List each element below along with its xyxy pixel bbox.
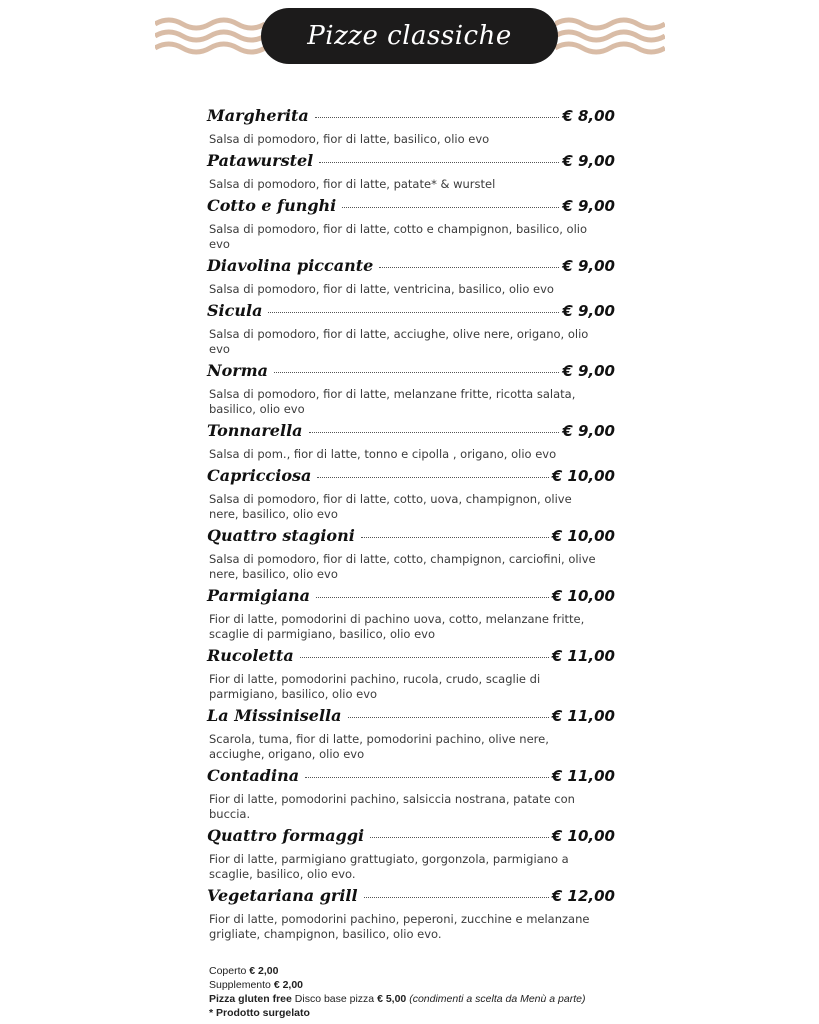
item-description: Salsa di pomodoro, fior di latte, cotto, champignon, carciofini, olive nere, basilico, olio evo	[209, 552, 596, 581]
item-price: € 11,00	[551, 707, 615, 725]
gluten-free-line	[209, 992, 585, 1006]
item-name: Parmigiana	[207, 586, 311, 605]
section-title-pill	[261, 8, 558, 64]
dot-leader	[305, 776, 549, 778]
item-price: € 8,00	[562, 107, 615, 125]
item-price: € 9,00	[562, 257, 615, 275]
item-name: La Missinisella	[207, 706, 342, 725]
item-price: € 11,00	[551, 767, 615, 785]
item-price: € 10,00	[551, 587, 615, 605]
item-description: Salsa di pomodoro, fior di latte, patate* & wurstel	[209, 177, 496, 191]
item-description: Salsa di pomodoro, fior di latte, cotto e champignon, basilico, olio evo	[209, 222, 588, 251]
item-description: Fior di latte, parmigiano grattugiato, gorgonzola, parmigiano a scaglie, basilico, olio evo.	[209, 852, 569, 881]
item-description: Salsa di pomodoro, fior di latte, basilico, olio evo	[209, 132, 490, 146]
item-price: € 9,00	[562, 152, 615, 170]
item-name: Vegetariana grill	[207, 886, 358, 905]
item-price: € 11,00	[551, 647, 615, 665]
dot-leader	[370, 836, 549, 838]
menu-item	[207, 526, 615, 582]
item-description: Salsa di pom., fior di latte, tonno e cipolla , origano, olio evo	[209, 447, 557, 461]
dot-leader	[361, 536, 549, 538]
item-name: Quattro stagioni	[207, 526, 355, 545]
dot-leader	[309, 431, 560, 433]
dot-leader	[317, 476, 548, 478]
item-description: Fior di latte, pomodorini di pachino uova, cotto, melanzane fritte, scaglie di parmigiano, basilico, olio evo	[209, 612, 585, 641]
gluten-free-note: (condimenti a scelta da Menù a parte)	[409, 993, 586, 1005]
gluten-free-label: Pizza gluten free	[209, 993, 292, 1005]
menu-item	[207, 151, 615, 192]
dot-leader	[300, 656, 549, 658]
item-price: € 12,00	[551, 887, 615, 905]
item-description: Fior di latte, pomodorini pachino, salsiccia nostrana, patate con buccia.	[209, 792, 575, 821]
menu-item	[207, 886, 615, 942]
dot-leader	[342, 206, 559, 208]
item-price: € 9,00	[562, 197, 615, 215]
dot-leader	[348, 716, 549, 718]
menu-item	[207, 646, 615, 702]
menu-item	[207, 256, 615, 297]
coperto-price: € 2,00	[249, 965, 279, 977]
item-price: € 9,00	[562, 302, 615, 320]
item-name: Tonnarella	[207, 421, 303, 440]
item-description: Fior di latte, pomodorini pachino, rucola, crudo, scaglie di parmigiano, basilico, olio evo	[209, 672, 541, 701]
coperto-line	[209, 964, 585, 978]
item-price: € 9,00	[562, 422, 615, 440]
item-price: € 10,00	[551, 527, 615, 545]
dot-leader	[315, 116, 560, 118]
dot-leader	[364, 896, 549, 898]
item-name: Cotto e funghi	[207, 196, 337, 215]
dot-leader	[268, 311, 559, 313]
menu-item	[207, 706, 615, 762]
menu-item	[207, 106, 615, 147]
decorative-waves-left	[155, 16, 265, 56]
item-description: Salsa di pomodoro, fior di latte, melanzane fritte, ricotta salata, basilico, olio evo	[209, 387, 576, 416]
menu-item	[207, 361, 615, 417]
item-name: Patawurstel	[207, 151, 314, 170]
menu-item	[207, 421, 615, 462]
item-description: Fior di latte, pomodorini pachino, peperoni, zucchine e melanzane grigliate, champignon, basilico, olio evo.	[209, 912, 590, 941]
decorative-waves-right	[555, 16, 665, 56]
menu-item	[207, 766, 615, 822]
item-description: Scarola, tuma, fior di latte, pomodorini pachino, olive nere, acciughe, origano, olio evo	[209, 732, 549, 761]
dot-leader	[379, 266, 559, 268]
supplemento-line	[209, 978, 585, 992]
supplemento-price: € 2,00	[273, 979, 304, 991]
gluten-free-text: Disco base pizza	[294, 993, 375, 1005]
item-description: Salsa di pomodoro, fior di latte, cotto, uova, champignon, olive nere, basilico, olio evo	[209, 492, 572, 521]
supplemento-label: Supplemento	[209, 979, 271, 991]
menu-item	[207, 466, 615, 522]
item-name: Norma	[207, 361, 269, 380]
menu-list	[207, 106, 615, 946]
dot-leader	[316, 596, 549, 598]
item-name: Sicula	[207, 301, 263, 320]
section-title: Pizze classiche	[307, 21, 512, 51]
menu-footer	[209, 964, 585, 1020]
item-description: Salsa di pomodoro, fior di latte, ventricina, basilico, olio evo	[209, 282, 554, 296]
menu-item	[207, 196, 615, 252]
menu-item	[207, 586, 615, 642]
item-name: Rucoletta	[207, 646, 294, 665]
item-name: Quattro formaggi	[207, 826, 365, 845]
item-name: Contadina	[207, 766, 300, 785]
item-name: Diavolina piccante	[207, 256, 374, 275]
menu-item	[207, 826, 615, 882]
surgelato-note: * Prodotto surgelato	[209, 1007, 310, 1019]
item-price: € 10,00	[551, 827, 615, 845]
dot-leader	[319, 161, 559, 163]
item-price: € 9,00	[562, 362, 615, 380]
menu-item	[207, 301, 615, 357]
item-name: Margherita	[207, 106, 309, 125]
gluten-free-price: € 5,00	[377, 993, 407, 1005]
dot-leader	[274, 371, 559, 373]
item-description: Salsa di pomodoro, fior di latte, acciughe, olive nere, origano, olio evo	[209, 327, 589, 356]
item-name: Capricciosa	[207, 466, 312, 485]
coperto-label: Coperto	[209, 965, 247, 977]
item-price: € 10,00	[551, 467, 615, 485]
